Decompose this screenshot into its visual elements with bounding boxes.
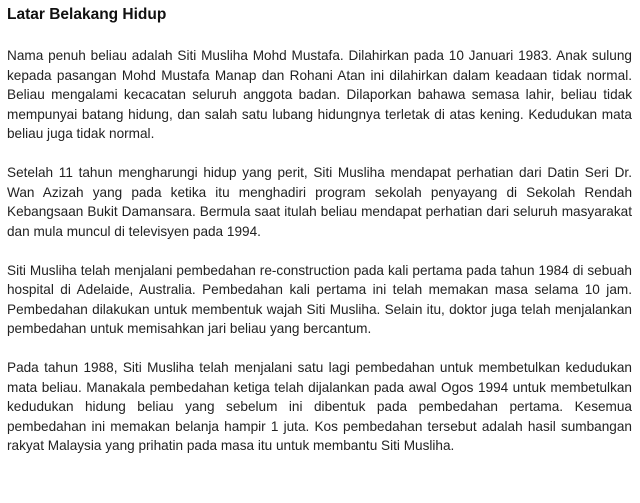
paragraph-1: Nama penuh beliau adalah Siti Musliha Mohd Mustafa. Dilahirkan pada 10 Januari 1983. Anak sulung kepada pasangan Mohd Mustafa Manap dan Rohani Atan ini dilahirkan dalam keadaan tidak normal. Beliau mengalami kecacatan seluruh anggota badan. Dilaporkan bahawa semasa lahir, beliau tidak mempunyai batang hidung, dan salah satu lubang hidungnya terletak di atas kening. Kedudukan mata beliau juga tidak normal. [7,48,632,141]
article-body [7,4,632,475]
paragraph-3: Siti Musliha telah menjalani pembedahan re-construction pada kali pertama pada tahun 1984 di sebuah hospital di Adelaide, Australia. Pembedahan kali pertama ini telah memakan masa selama 10 jam. Pembedahan dilakukan untuk membentuk wajah Siti Musliha. Selain itu, doktor juga telah menjalankan pembedahan untuk memisahkan jari beliau yang bercantum. [7,262,632,336]
paragraph-4: Pada tahun 1988, Siti Musliha telah menjalani satu lagi pembedahan untuk membetulkan kedudukan mata beliau. Manakala pembedahan ketiga telah dijalankan pada awal Ogos 1994 untuk membetulkan kedudukan hidung beliau yang sebelum ini dibentuk pada pembedahan pertama. Kesemua pembedahan ini memakan belanja hampir 1 juta. Kos pembedahan tersebut adalah hasil sumbangan rakyat Malaysia yang prihatin pada masa itu untuk membantu Siti Musliha. [7,360,632,453]
section-heading: Latar Belakang Hidup [7,6,167,23]
paragraph-2: Setelah 11 tahun mengharungi hidup yang perit, Siti Musliha mendapat perhatian dari Datin Seri Dr. Wan Azizah yang pada ketika itu menghadiri program sekolah penyayang di Sekolah Rendah Kebangsaan Bukit Damansara. Bermula saat itulah beliau mendapat perhatian dari seluruh masyarakat dan mula muncul di televisyen pada 1994. [7,165,632,239]
